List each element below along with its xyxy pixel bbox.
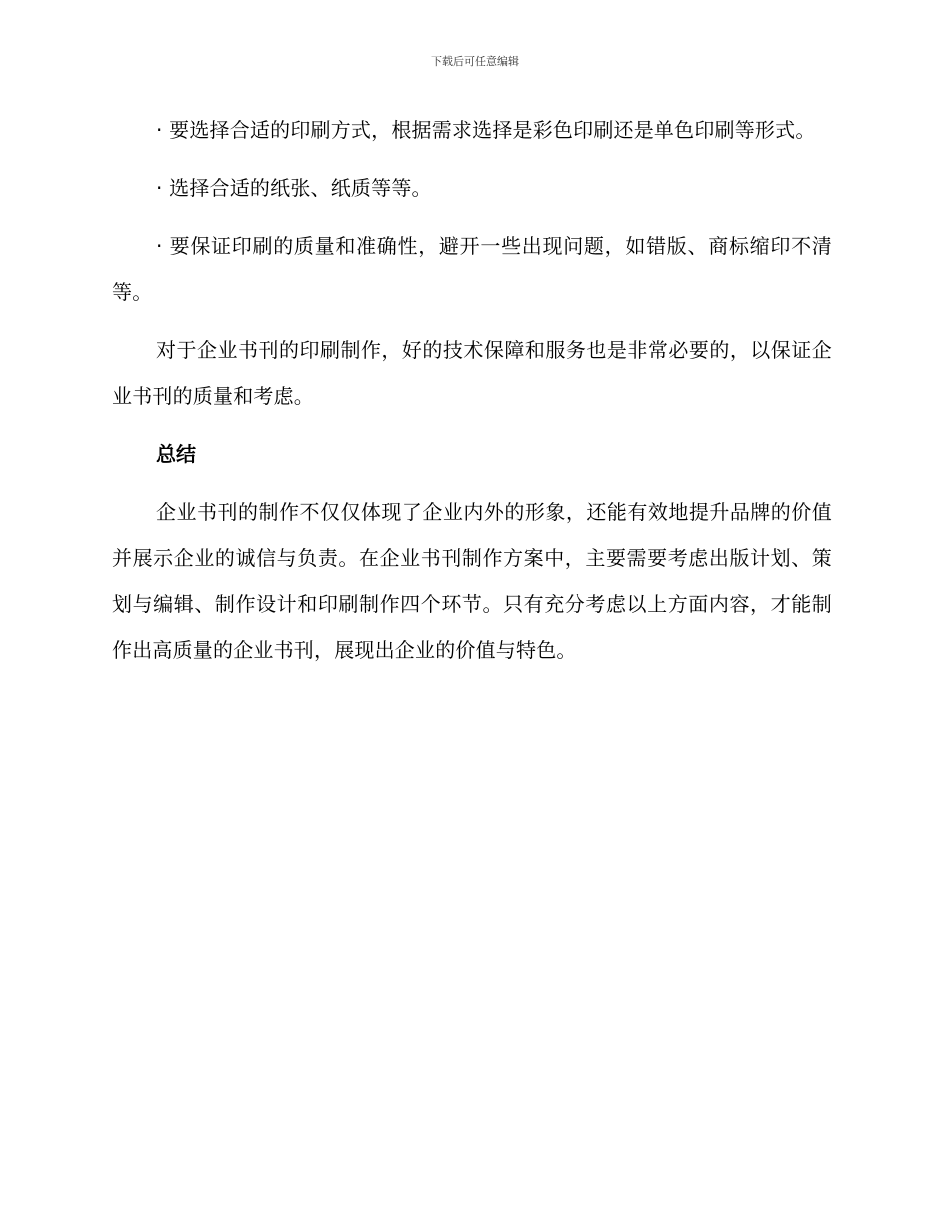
- bullet-print-quality: · 要保证印刷的质量和准确性，避开一些出现问题，如错版、商标缩印不清等。: [112, 234, 832, 304]
- page-header: 下载后可任意编辑: [431, 55, 519, 68]
- paragraph-technical-support: 对于企业书刊的印刷制作，好的技术保障和服务也是非常必要的，以保证企业书刊的质量和考虑。: [112, 338, 832, 408]
- bullet-printing-method: · 要选择合适的印刷方式，根据需求选择是彩色印刷还是单色印刷等形式。: [156, 118, 816, 142]
- bullet-paper-choice: · 选择合适的纸张、纸质等等。: [156, 176, 432, 200]
- paragraph-summary: 企业书刊的制作不仅仅体现了企业内外的形象，还能有效地提升品牌的价值并展示企业的诚信与负责。在企业书刊制作方案中，主要需要考虑出版计划、策划与编辑、制作设计和印刷制作四个环节。只有充分考虑以上方面内容，才能制作出高质量的企业书刊，展现出企业的价值与特色。: [112, 500, 832, 662]
- document-body: [112, 107, 832, 685]
- section-heading-summary: 总结: [156, 442, 196, 466]
